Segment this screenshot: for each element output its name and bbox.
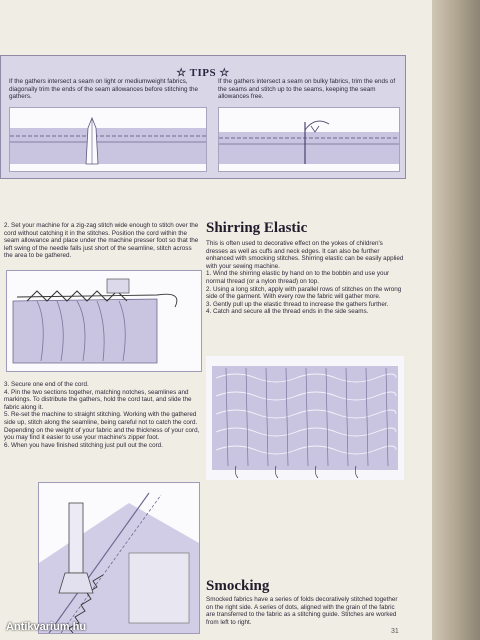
presser-foot-illustration <box>38 482 200 634</box>
step-2-text: 2. Set your machine for a zig-zag stitch wide enough to stitch over the cord without catching it in the stitches. Position the cord within the seam allowance and place under the machine presser foot so that the left swing of the needle falls just short of the seamline, stitch across the area to be gathered. <box>4 222 199 260</box>
shirring-step-1: 1. Wind the shirring elastic by hand on to the bobbin and use your normal thread (or a nylon thread) on top. <box>206 270 390 285</box>
tip-left-illustration <box>9 107 207 172</box>
tip-right-illustration <box>218 107 400 172</box>
step-3-text: 3. Secure one end of the cord. <box>4 381 89 388</box>
gathering-cord-illustration <box>6 270 202 372</box>
step-5-text: 5. Re-set the machine to straight stitching. Working with the gathered side up, stitch along the seamline, being careful not to catch the cord. Depending on the weight of your fabric and the thickness of your cord, you may find it easier to use your machine's zipper foot. <box>4 411 200 442</box>
tips-box <box>0 55 406 179</box>
step-4-text: 4. Pin the two sections together, matching notches, seamlines and markings. To distribute the gathers, hold the cord taut, and slide the fabric along it. <box>4 388 192 411</box>
shirring-step-3: 3. Gently pull up the elastic thread to increase the gathers further. <box>206 300 389 308</box>
book-spine <box>432 0 480 640</box>
shirring-step-4: 4. Catch and secure all the thread ends in the side seams. <box>206 308 369 316</box>
step-6-text: 6. When you have finished stitching just pull out the cord. <box>4 441 163 449</box>
shirring-text <box>206 240 404 316</box>
smocking-text: Smocked fabrics have a series of folds decoratively stitched together on the right side. A series of dots, aligned with the grain of the fabric are transferred to the fabric as a stitching guide. Stitches are worked from left to right. <box>206 596 398 626</box>
steps-3-6 <box>4 381 200 449</box>
shirring-illustration <box>206 356 404 480</box>
tip-right-text: If the gathers intersect a seam on bulky fabrics, trim the ends of the seams and stitch up to the seams, keeping the seam allowances free. <box>218 78 396 101</box>
tip-left-text: If the gathers intersect a seam on light or mediumweight fabrics, diagonally trim the ends of the seam allowances before stitching the gathers. <box>9 78 199 101</box>
shirring-intro: This is often used to decorative effect on the yokes of children's dresses as well as cuffs and neck edges. It can also be further enhanced with smocking stitches. Shirring elastic can be easily applied with your sewing machine. <box>206 240 404 270</box>
watermark: Antikvarium.hu <box>6 621 87 633</box>
smocking-heading: Smocking <box>206 578 270 594</box>
tips-title: ☆ TIPS ☆ <box>176 67 230 79</box>
shirring-step-2: 2. Using a long stitch, apply with parallel rows of stitches on the wrong side of the garment. With every row the fabric will gather more. <box>206 285 402 301</box>
shirring-heading: Shirring Elastic <box>206 220 308 236</box>
page-number: 31 <box>391 628 399 635</box>
